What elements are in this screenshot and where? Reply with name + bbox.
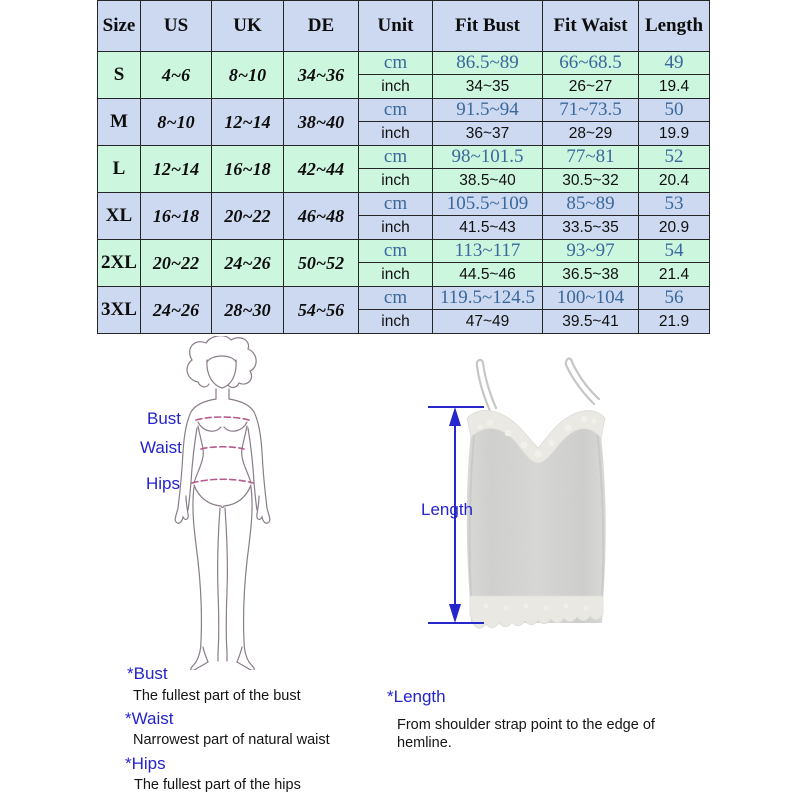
length-inch: 20.9: [639, 216, 710, 240]
waist-cm: 66~68.5: [543, 52, 639, 75]
header-de: DE: [284, 1, 359, 52]
length-cm: 54: [639, 240, 710, 263]
uk-size: 16~18: [212, 146, 284, 193]
hips-measure-line: [192, 479, 253, 483]
de-size: 46~48: [284, 193, 359, 240]
size-label: 2XL: [98, 240, 141, 287]
waist-cm: 93~97: [543, 240, 639, 263]
table-row: [98, 240, 710, 263]
header-size: Size: [98, 1, 141, 52]
camisole-product-image: [420, 355, 665, 640]
uk-size: 28~30: [212, 287, 284, 334]
waist-desc: Narrowest part of natural waist: [133, 732, 330, 748]
unit-cm: cm: [359, 240, 433, 263]
bust-cm: 91.5~94: [433, 99, 543, 122]
waist-cm: 71~73.5: [543, 99, 639, 122]
waist-inch: 28~29: [543, 122, 639, 146]
header-length: Length: [639, 1, 710, 52]
bust-cm: 119.5~124.5: [433, 287, 543, 310]
de-size: 50~52: [284, 240, 359, 287]
table-row: [98, 146, 710, 169]
bust-label: Bust: [147, 409, 182, 428]
bust-inch: 34~35: [433, 75, 543, 99]
unit-cm: cm: [359, 99, 433, 122]
us-size: 12~14: [141, 146, 212, 193]
uk-size: 8~10: [212, 52, 284, 99]
unit-cm: cm: [359, 146, 433, 169]
length-cm: 50: [639, 99, 710, 122]
us-size: 16~18: [141, 193, 212, 240]
waist-inch: 39.5~41: [543, 310, 639, 334]
bust-inch: 38.5~40: [433, 169, 543, 193]
waist-inch: 33.5~35: [543, 216, 639, 240]
cami-hem-lace: [470, 596, 603, 628]
unit-inch: inch: [359, 310, 433, 334]
bust-inch: 47~49: [433, 310, 543, 334]
bust-measure-line: [196, 417, 249, 420]
table-row: [98, 99, 710, 122]
header-fit-bust: Fit Bust: [433, 1, 543, 52]
length-inch: 20.4: [639, 169, 710, 193]
header-fit-waist: Fit Waist: [543, 1, 639, 52]
length-desc: From shoulder strap point to the edge of hemline.: [397, 717, 655, 752]
waist-inch: 30.5~32: [543, 169, 639, 193]
hips-label: Hips: [146, 474, 181, 493]
unit-inch: inch: [359, 122, 433, 146]
bust-inch: 41.5~43: [433, 216, 543, 240]
bust-cm: 113~117: [433, 240, 543, 263]
length-inch: 19.4: [639, 75, 710, 99]
table-row: [98, 287, 710, 310]
uk-size: 12~14: [212, 99, 284, 146]
size-label: XL: [98, 193, 141, 240]
unit-inch: inch: [359, 216, 433, 240]
size-label: 3XL: [98, 287, 141, 334]
waist-label: Waist: [140, 438, 182, 457]
us-size: 24~26: [141, 287, 212, 334]
bust-cm: 86.5~89: [433, 52, 543, 75]
de-size: 42~44: [284, 146, 359, 193]
length-inch: 19.9: [639, 122, 710, 146]
woman-outline-drawing: [175, 336, 270, 670]
waist-cm: 77~81: [543, 146, 639, 169]
unit-inch: inch: [359, 75, 433, 99]
bust-inch: 36~37: [433, 122, 543, 146]
us-size: 20~22: [141, 240, 212, 287]
waist-cm: 100~104: [543, 287, 639, 310]
bust-cm: 98~101.5: [433, 146, 543, 169]
length-cm: 49: [639, 52, 710, 75]
cami-straps: [477, 358, 599, 411]
bust-desc: The fullest part of the bust: [133, 688, 301, 704]
size-table: [97, 0, 710, 334]
table-row: [98, 193, 710, 216]
header-unit: Unit: [359, 1, 433, 52]
uk-size: 20~22: [212, 193, 284, 240]
length-label: Length: [421, 500, 473, 519]
unit-cm: cm: [359, 52, 433, 75]
de-size: 54~56: [284, 287, 359, 334]
length-cm: 52: [639, 146, 710, 169]
bust-cm: 105.5~109: [433, 193, 543, 216]
length-term: *Length: [387, 687, 446, 706]
header-us: US: [141, 1, 212, 52]
waist-inch: 26~27: [543, 75, 639, 99]
size-label: L: [98, 146, 141, 193]
us-size: 4~6: [141, 52, 212, 99]
length-inch: 21.4: [639, 263, 710, 287]
table-row: [98, 52, 710, 75]
size-label: M: [98, 99, 141, 146]
unit-cm: cm: [359, 287, 433, 310]
waist-term: *Waist: [125, 709, 174, 728]
unit-inch: inch: [359, 263, 433, 287]
hips-desc: The fullest part of the hips: [134, 777, 301, 793]
length-inch: 21.9: [639, 310, 710, 334]
waist-measure-line: [201, 447, 244, 449]
hips-term: *Hips: [125, 754, 166, 773]
size-label: S: [98, 52, 141, 99]
length-cm: 56: [639, 287, 710, 310]
length-cm: 53: [639, 193, 710, 216]
header-uk: UK: [212, 1, 284, 52]
waist-cm: 85~89: [543, 193, 639, 216]
table-header-row: [98, 1, 710, 52]
de-size: 34~36: [284, 52, 359, 99]
us-size: 8~10: [141, 99, 212, 146]
de-size: 38~40: [284, 99, 359, 146]
unit-inch: inch: [359, 169, 433, 193]
waist-inch: 36.5~38: [543, 263, 639, 287]
unit-cm: cm: [359, 193, 433, 216]
bust-term: *Bust: [127, 664, 168, 683]
body-measurement-figure: [140, 336, 330, 670]
bust-inch: 44.5~46: [433, 263, 543, 287]
uk-size: 24~26: [212, 240, 284, 287]
